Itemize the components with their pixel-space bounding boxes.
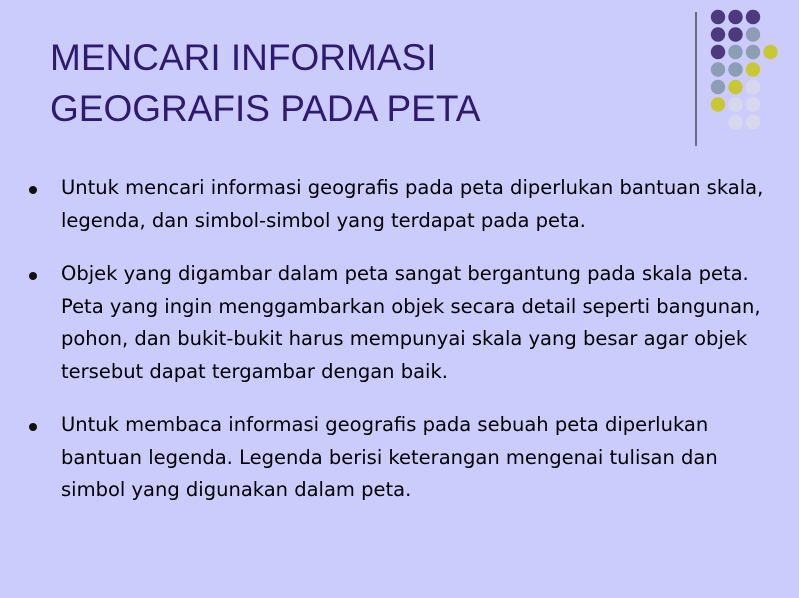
decorative-dot: [711, 97, 725, 111]
decorative-dot: [728, 80, 742, 94]
bullet-dot-icon: [29, 272, 37, 280]
bullet-text: Objek yang digambar dalam peta sangat bergantung pada skala peta. Peta yang ingin menggambarkan objek secara detail seperti bangunan, pohon, dan bukit-bukit harus mempunyai skala yang besar agar objek tersebut dapat tergambar dengan baik.: [61, 262, 761, 383]
decorative-dot: [746, 80, 760, 94]
decorative-dot: [746, 10, 760, 24]
decorative-dot: [728, 97, 742, 111]
decorative-dot: [728, 62, 742, 76]
bullet-item-3: [28, 409, 788, 507]
decorative-dot: [711, 80, 725, 94]
bullet-text: Untuk membaca informasi geografis pada sebuah peta diperlukan bantuan legenda. Legenda berisi keterangan mengenai tulisan dan simbol yang digunakan dalam peta.: [61, 413, 718, 501]
bullet-item-1: [28, 172, 788, 237]
bullet-dot-icon: [29, 186, 37, 194]
decorative-dot: [728, 27, 742, 41]
decorative-dot-grid: [0, 0, 799, 140]
decorative-dot: [746, 115, 760, 129]
bullet-text: Untuk mencari informasi geografis pada peta diperlukan bantuan skala, legenda, dan simbol-simbol yang terdapat pada peta.: [61, 176, 764, 232]
bullet-dot-icon: [29, 423, 37, 431]
bullet-item-2: [28, 258, 788, 388]
decorative-dot: [711, 27, 725, 41]
decorative-dot: [746, 97, 760, 111]
decorative-dot: [746, 62, 760, 76]
title-line-1: MENCARI INFORMASI: [50, 37, 437, 78]
title-line-2: GEOGRAFIS PADA PETA: [50, 88, 481, 129]
decorative-dot: [746, 27, 760, 41]
bullet-list: [28, 172, 788, 528]
decorative-dot: [763, 45, 777, 59]
decorative-dot: [728, 10, 742, 24]
decorative-dot: [711, 10, 725, 24]
decorative-dot: [746, 45, 760, 59]
decorative-dot: [728, 45, 742, 59]
decorative-dot: [711, 62, 725, 76]
decorative-dot: [711, 45, 725, 59]
decorative-dot: [728, 115, 742, 129]
